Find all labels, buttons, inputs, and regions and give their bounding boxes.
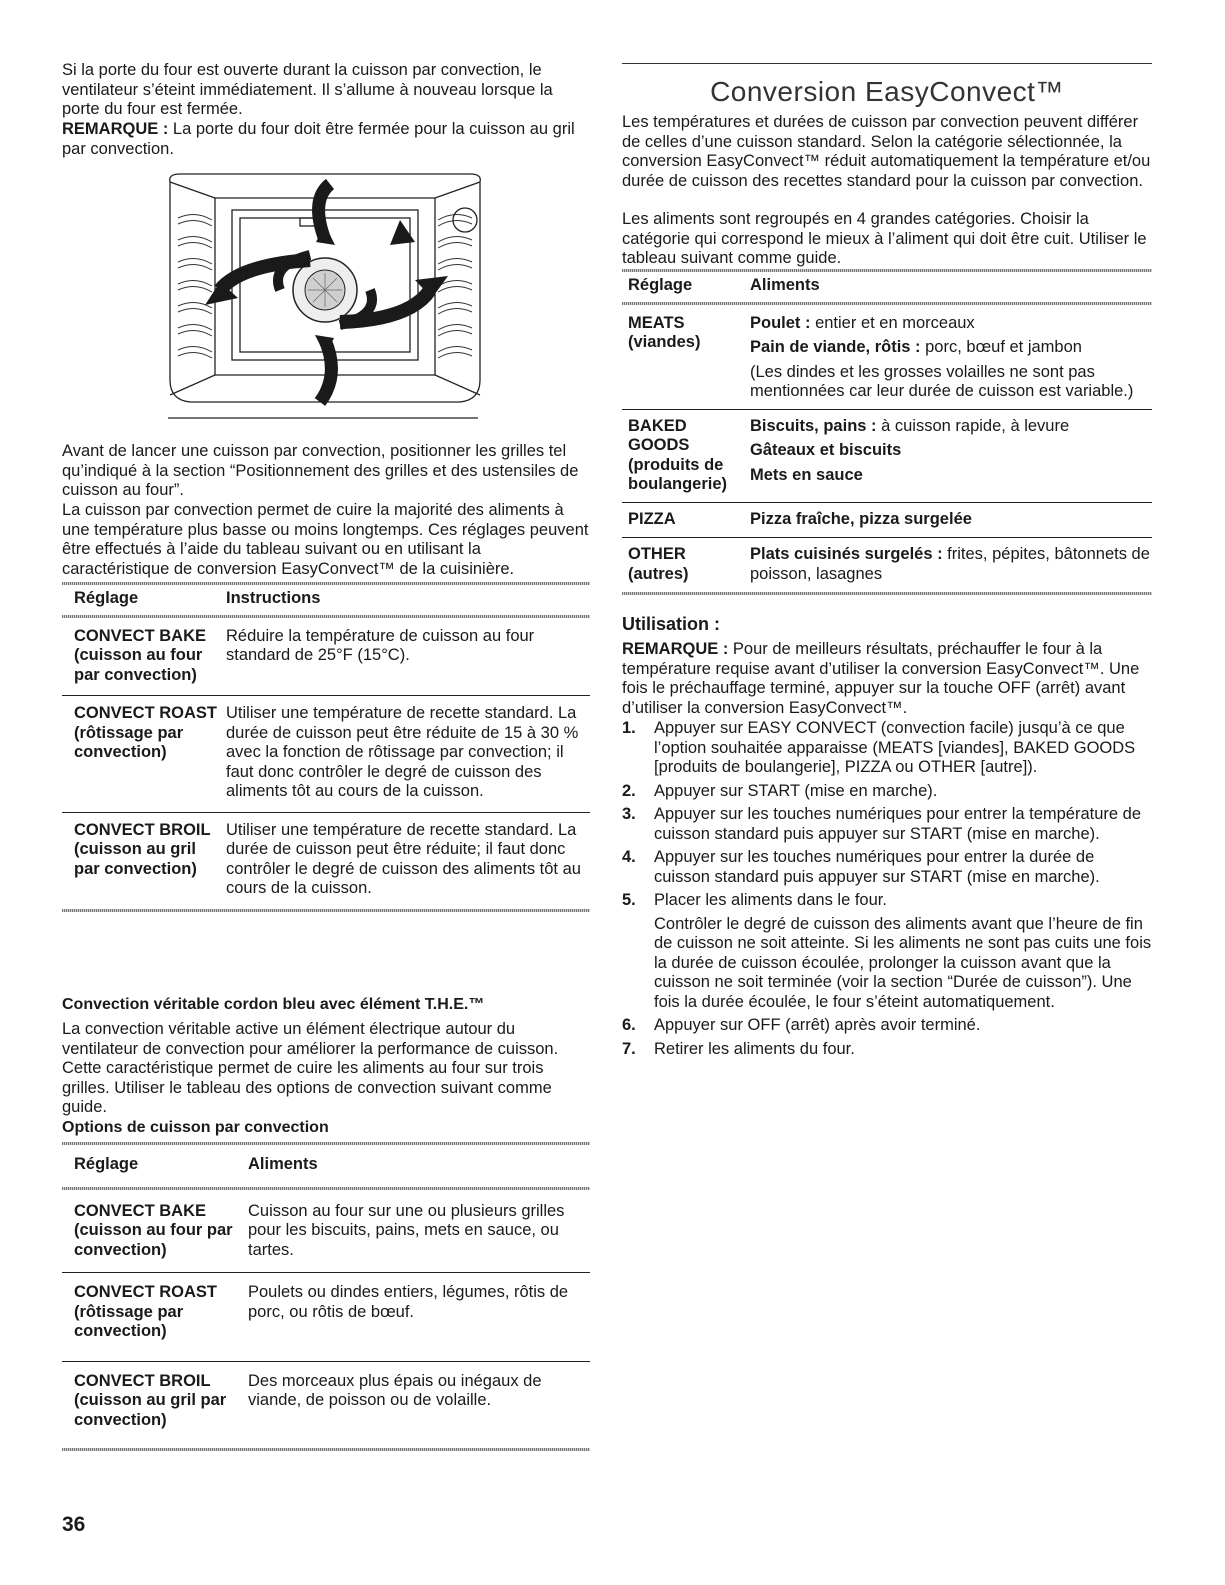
food-note: (Les dindes et les grosses volailles ne sont pas mentionnées car leur durée de cuisson est variable.) [750, 362, 1134, 400]
row-setting: CONVECT BROIL (cuisson au gril par convection) [74, 820, 211, 878]
step-item [622, 848, 1152, 887]
row-foods: Des morceaux plus épais ou inégaux de viande, de poisson ou de volaille. [248, 1371, 542, 1409]
step-item [622, 805, 1152, 844]
food-text: entier et en morceaux [810, 313, 975, 332]
step-number: 3. [622, 805, 636, 823]
table-row [62, 1273, 590, 1361]
step-text: Placer les aliments dans le four. [654, 891, 887, 909]
note-text: La porte du four doit être fermée pour la cuisson au gril par convection. [62, 120, 575, 158]
food-label: Pizza fraîche, pizza surgelée [750, 509, 972, 528]
note-label: REMARQUE : [62, 120, 169, 138]
step-text: Appuyer sur les touches numériques pour entrer la température de cuisson standard puis appuyer sur START (mise en marche). [654, 805, 1142, 843]
table-row-pizza [622, 503, 1152, 538]
row-instructions: Utiliser une température de recette standard. La durée de cuisson peut être réduite de 15 à 30 % avec la fonction de rôtissage par convection; il faut donc contrôler le degré de cuisson des aliments tôt au cours de la cuisson. [226, 704, 579, 800]
row-setting: OTHER (autres) [628, 545, 689, 583]
row-foods: Poulets ou dindes entiers, légumes, rôtis de porc, ou rôtis de bœuf. [248, 1283, 569, 1321]
step-number: 1. [622, 719, 636, 737]
true-convection-paragraph: La convection véritable active un élément électrique autour du ventilateur de convection pour améliorer la performance de cuisson. Cette caractéristique permet de cuire les aliments au four sur trois grilles. Utiliser le tableau des options de convection suivant comme guide. [62, 1020, 559, 1116]
convection-options-table [62, 1142, 590, 1451]
row-instructions: Réduire la température de cuisson au four standard de 25°F (15°C). [226, 626, 535, 664]
step-item [622, 782, 1152, 802]
step-text: Contrôler le degré de cuisson des aliments avant que l’heure de fin de cuisson ne soit atteinte. Si les aliments ne sont pas cuits une fois la durée de cuisson écoulée, prolonger la cuisson avant que la cuisson ne soit terminée (voir la section “Durée de cuisson”). Une fois la durée écoulée, le four s’éteint automatiquement. [654, 914, 1152, 1011]
intro-paragraph: Si la porte du four est ouverte durant la cuisson par convection, le ventilateur s’éteint immédiatement. Il s’allume à nouveau lorsque la porte du four est fermée. [62, 61, 553, 118]
food-label: Pain de viande, rôtis : [750, 338, 921, 356]
step-item [622, 1040, 1152, 1060]
table-header-foods: Aliments [750, 276, 820, 294]
steps-list [622, 719, 1152, 1063]
row-setting: PIZZA [628, 509, 676, 528]
table-row [62, 1362, 590, 1449]
step-item [622, 1016, 1152, 1036]
note-paragraph [62, 120, 590, 159]
table-row-meats [622, 305, 1152, 409]
step-number [622, 915, 654, 1013]
row-setting: CONVECT ROAST (rôtissage par convection) [74, 1283, 218, 1340]
positioning-paragraph: Avant de lancer une cuisson par convection, positionner les grilles tel qu’indiqué à la section “Positionnement des grilles et des ustensiles de cuisson au four”. [62, 442, 579, 499]
table-row [62, 696, 590, 812]
table-header-setting: Réglage [628, 276, 693, 294]
table-row [62, 618, 590, 696]
intro-paragraph: Les températures et durées de cuisson par convection peuvent différer de celles d’une cuisson standard. Selon la catégorie sélectionnée, la conversion EasyConvect™ réduit automatiquement la température et/ou durée de cuisson des recettes standard pour la cuisson par convection. [622, 113, 1151, 190]
step-text: Retirer les aliments du four. [654, 1039, 855, 1058]
section-title: Conversion EasyConvect™ [710, 76, 1064, 107]
food-text: à cuisson rapide, à levure [876, 416, 1070, 435]
oven-convection-illustration [160, 170, 490, 422]
row-setting: CONVECT BAKE (cuisson au four par convection) [74, 1201, 233, 1259]
food-label: Gâteaux et biscuits [750, 441, 902, 459]
step-text: Appuyer sur OFF (arrêt) après avoir terminé. [654, 1016, 981, 1034]
food-label: Biscuits, pains : [750, 416, 877, 435]
table-row-other [622, 538, 1152, 592]
step-number: 4. [622, 848, 636, 866]
convection-paragraph: La cuisson par convection permet de cuire la majorité des aliments à une température plus basse ou moins longtemps. Ces réglages peuvent être effectués à l’aide du tableau suivant ou en utilisant la caractéristique de conversion EasyConvect™ de la cuisinière. [62, 501, 589, 578]
table-header-setting: Réglage [74, 1155, 139, 1173]
table-row [62, 1190, 590, 1273]
step-number: 2. [622, 781, 636, 800]
step-text: Appuyer sur START (mise en marche). [654, 781, 938, 800]
row-setting: CONVECT ROAST (rôtissage par convection) [74, 704, 218, 761]
row-foods: Cuisson au four sur une ou plusieurs grilles pour les biscuits, pains, mets en sauce, ou tartes. [248, 1201, 565, 1259]
categories-paragraph: Les aliments sont regroupés en 4 grandes catégories. Choisir la catégorie qui correspond le mieux à l’aliment qui doit être cuit. Utiliser le tableau suivant comme guide. [622, 210, 1147, 267]
title-rule [622, 63, 1152, 64]
usage-note [622, 640, 1152, 718]
step-number: 5. [622, 891, 636, 909]
convection-settings-table [62, 582, 590, 912]
table-header-foods: Aliments [248, 1155, 318, 1173]
table-row-baked [622, 410, 1152, 502]
easyconvect-table [622, 269, 1152, 595]
step-number: 6. [622, 1016, 636, 1034]
table-header-setting: Réglage [74, 589, 139, 607]
usage-title: Utilisation : [622, 614, 720, 634]
subhead-options: Options de cuisson par convection [62, 1119, 329, 1136]
step-item [622, 719, 1152, 778]
step-item [622, 891, 1152, 911]
food-text: frites, pépites, bâtonnets de poisson, lasagnes [750, 545, 1150, 583]
row-setting: BAKED GOODS (produits de boulangerie) [628, 416, 728, 493]
row-setting: MEATS (viandes) [628, 313, 701, 351]
food-text: porc, bœuf et jambon [920, 338, 1082, 356]
step-text: Appuyer sur les touches numériques pour entrer la durée de cuisson standard puis appuyer sur START (mise en marche). [654, 848, 1100, 886]
subhead-true-convection: Convection véritable cordon bleu avec élément T.H.E.™ [62, 996, 485, 1013]
row-instructions: Utiliser une température de recette standard. La durée de cuisson peut être réduite; il faut donc contrôler le degré de cuisson des aliments tôt au cours de la cuisson. [226, 820, 581, 897]
row-setting: CONVECT BAKE (cuisson au four par convection) [74, 626, 207, 684]
table-row [62, 813, 590, 909]
step-number: 7. [622, 1039, 636, 1058]
food-label: Poulet : [750, 313, 811, 332]
step-item [622, 915, 1152, 1013]
food-label: Mets en sauce [750, 465, 863, 484]
note-text: Pour de meilleurs résultats, préchauffer le four à la température requise avant d’utiliser la conversion EasyConvect™. Une fois le préchauffage terminé, appuyer sur la touche OFF (arrêt) avant d’utiliser la conversion EasyConvect™. [622, 640, 1140, 717]
note-label: REMARQUE : [622, 640, 729, 658]
food-label: Plats cuisinés surgelés : [750, 545, 943, 563]
row-setting: CONVECT BROIL (cuisson au gril par convection) [74, 1371, 227, 1429]
table-header-instructions: Instructions [226, 589, 321, 607]
step-text: Appuyer sur EASY CONVECT (convection facile) jusqu’à ce que l’option souhaitée apparaisse (MEATS [viandes], BAKED GOODS [produits de boulangerie], PIZZA ou OTHER [autre]). [654, 719, 1136, 776]
page-number: 36 [62, 1513, 86, 1536]
